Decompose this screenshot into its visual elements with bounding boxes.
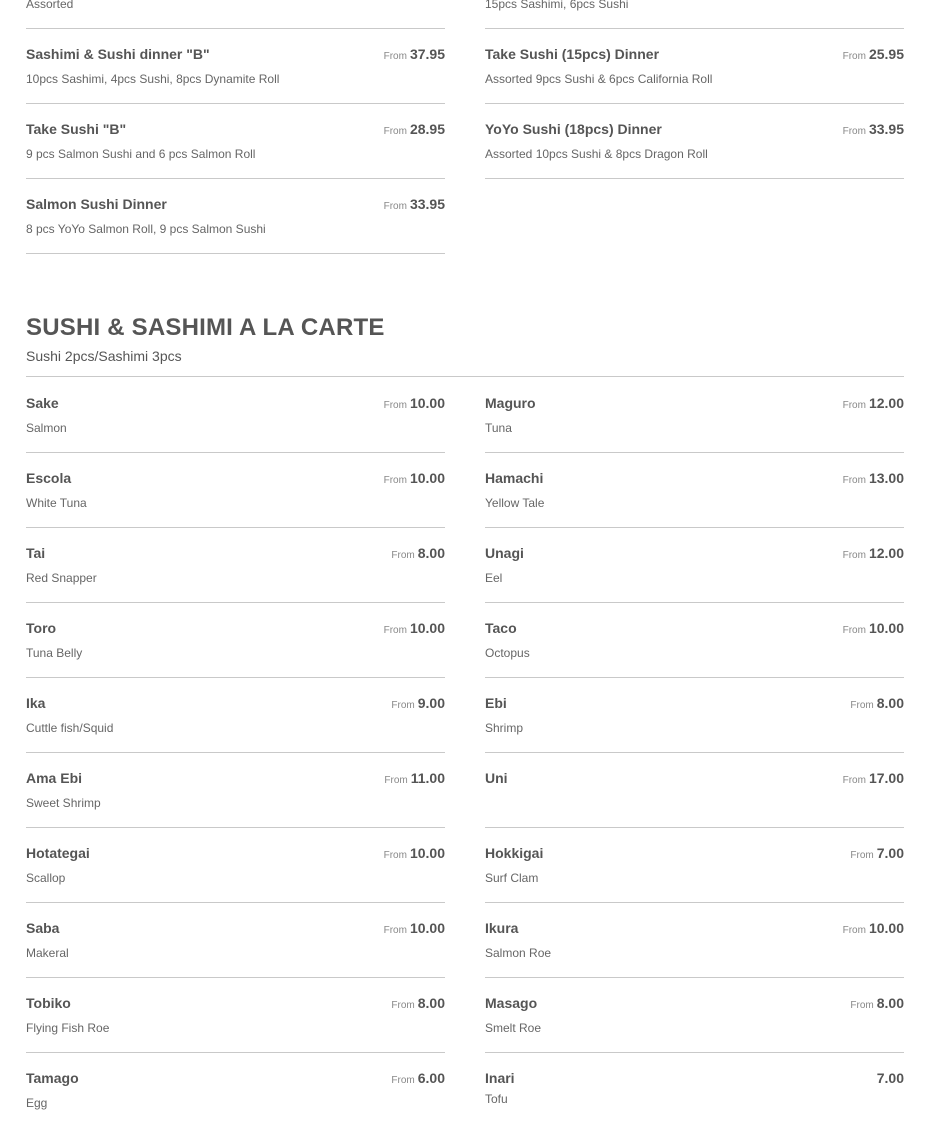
item-price xyxy=(384,196,445,212)
price-value: 10.00 xyxy=(868,920,904,936)
item-name: Saba xyxy=(26,920,60,936)
price-value: 10.00 xyxy=(409,620,445,636)
from-label: From xyxy=(850,700,874,711)
price-value: 12.00 xyxy=(868,545,904,561)
menu-item-hamachi[interactable] xyxy=(485,453,904,528)
item-description: Tofu xyxy=(485,1092,508,1106)
from-label: From xyxy=(842,51,866,62)
from-label: From xyxy=(842,126,866,137)
item-description: White Tuna xyxy=(26,496,87,510)
item-price xyxy=(843,121,904,137)
menu-item-sake[interactable] xyxy=(26,378,445,453)
section-title: SUSHI & SASHIMI A LA CARTE xyxy=(26,314,385,341)
from-label: From xyxy=(850,1000,874,1011)
item-name: Take Sushi (15pcs) Dinner xyxy=(485,46,660,62)
item-description: 10pcs Sashimi, 4pcs Sushi, 8pcs Dynamite Roll xyxy=(26,72,280,86)
item-description: Shrimp xyxy=(485,721,524,735)
item-description: Smelt Roe xyxy=(485,1021,542,1035)
price-value: 10.00 xyxy=(409,845,445,861)
menu-item-tai[interactable] xyxy=(26,528,445,603)
item-name: Hokkigai xyxy=(485,845,544,861)
item-price xyxy=(384,920,445,936)
item-name: Take Sushi "B" xyxy=(26,121,127,137)
menu-item-ama-ebi[interactable] xyxy=(26,753,445,828)
price-value: 8.00 xyxy=(876,695,904,711)
item-name: Uni xyxy=(485,770,508,786)
item-price xyxy=(384,620,445,636)
price-value: 8.00 xyxy=(417,995,445,1011)
from-label: From xyxy=(383,850,407,861)
item-price xyxy=(843,920,904,936)
item-price xyxy=(850,845,904,861)
menu-item-ikura[interactable] xyxy=(485,903,904,978)
from-label: From xyxy=(391,1000,415,1011)
item-name: Masago xyxy=(485,995,538,1011)
from-label: From xyxy=(391,700,415,711)
from-label: From xyxy=(850,850,874,861)
from-label: From xyxy=(383,925,407,936)
item-name: Ikura xyxy=(485,920,519,936)
dinner-item[interactable] xyxy=(26,0,445,29)
item-description: Scallop xyxy=(26,871,66,885)
item-description: Assorted 10pcs Sushi & 8pcs Dragon Roll xyxy=(485,147,708,161)
item-description: Egg xyxy=(26,1096,48,1110)
from-label: From xyxy=(842,400,866,411)
item-name: Maguro xyxy=(485,395,536,411)
dinner-item[interactable] xyxy=(485,0,904,29)
item-price xyxy=(384,46,445,62)
price-value: 10.00 xyxy=(409,395,445,411)
dinner-item[interactable] xyxy=(26,104,445,179)
from-label: From xyxy=(383,126,407,137)
item-description: 9 pcs Salmon Sushi and 6 pcs Salmon Roll xyxy=(26,147,256,161)
item-description: Salmon Roe xyxy=(485,946,552,960)
menu-item-inari[interactable] xyxy=(485,1053,904,1128)
price-value: 8.00 xyxy=(876,995,904,1011)
price-value: 28.95 xyxy=(409,121,445,137)
item-name: Hamachi xyxy=(485,470,544,486)
item-description: Flying Fish Roe xyxy=(26,1021,110,1035)
item-price xyxy=(843,770,904,786)
item-description: Red Snapper xyxy=(26,571,97,585)
item-price xyxy=(843,545,904,561)
item-description: Octopus xyxy=(485,646,530,660)
item-price xyxy=(384,845,445,861)
price-value: 10.00 xyxy=(409,920,445,936)
item-description: Tuna Belly xyxy=(26,646,83,660)
price-value: 37.95 xyxy=(409,46,445,62)
item-description: Cuttle fish/Squid xyxy=(26,721,114,735)
price-value: 25.95 xyxy=(868,46,904,62)
item-name: Hotategai xyxy=(26,845,90,861)
price-value: 13.00 xyxy=(868,470,904,486)
menu-item-taco[interactable] xyxy=(485,603,904,678)
dinner-item[interactable] xyxy=(485,29,904,104)
from-label: From xyxy=(842,475,866,486)
from-label: From xyxy=(842,775,866,786)
from-label: From xyxy=(383,201,407,212)
item-price xyxy=(850,995,904,1011)
menu-item-hotategai[interactable] xyxy=(26,828,445,903)
price-value: 12.00 xyxy=(868,395,904,411)
from-label: From xyxy=(383,400,407,411)
from-label: From xyxy=(391,1075,415,1086)
item-name: Escola xyxy=(26,470,72,486)
price-value: 10.00 xyxy=(868,620,904,636)
item-name: Ama Ebi xyxy=(26,770,83,786)
item-name: Unagi xyxy=(485,545,524,561)
item-name: Taco xyxy=(485,620,517,636)
section-divider xyxy=(26,376,904,377)
item-description: Surf Clam xyxy=(485,871,539,885)
item-description: Yellow Tale xyxy=(485,496,545,510)
item-description: Salmon xyxy=(26,421,67,435)
item-price xyxy=(850,695,904,711)
item-name: Sashimi & Sushi dinner "B" xyxy=(26,46,210,62)
dinner-item[interactable] xyxy=(26,179,445,254)
item-description: Eel xyxy=(485,571,503,585)
menu-item-ika[interactable] xyxy=(26,678,445,753)
price-value: 10.00 xyxy=(409,470,445,486)
dinner-item[interactable] xyxy=(485,104,904,179)
item-description: 8 pcs YoYo Salmon Roll, 9 pcs Salmon Sushi xyxy=(26,222,266,236)
item-price xyxy=(843,470,904,486)
from-label: From xyxy=(383,625,407,636)
item-price xyxy=(877,1070,904,1086)
price-value: 33.95 xyxy=(868,121,904,137)
menu-item-maguro[interactable] xyxy=(485,378,904,453)
menu-item-escola[interactable] xyxy=(26,453,445,528)
price-value: 7.00 xyxy=(876,845,904,861)
menu-item-tobiko[interactable] xyxy=(26,978,445,1053)
menu-item-hokkigai[interactable] xyxy=(485,828,904,903)
from-label: From xyxy=(383,475,407,486)
item-name: Salmon Sushi Dinner xyxy=(26,196,167,212)
from-label: From xyxy=(842,625,866,636)
item-name: Tobiko xyxy=(26,995,71,1011)
from-label: From xyxy=(383,51,407,62)
menu-item-toro[interactable] xyxy=(26,603,445,678)
price-value: 17.00 xyxy=(868,770,904,786)
dinner-item[interactable] xyxy=(26,29,445,104)
item-name: Toro xyxy=(26,620,57,636)
item-price xyxy=(391,995,445,1011)
from-label: From xyxy=(384,775,408,786)
item-price xyxy=(391,545,445,561)
price-value: 11.00 xyxy=(410,770,445,786)
menu-item-saba[interactable] xyxy=(26,903,445,978)
from-label: From xyxy=(842,925,866,936)
item-name: Tai xyxy=(26,545,46,561)
item-description: Makeral xyxy=(26,946,69,960)
item-description: Sweet Shrimp xyxy=(26,796,101,810)
from-label: From xyxy=(391,550,415,561)
item-description: Assorted xyxy=(26,0,74,11)
price-value: 8.00 xyxy=(417,545,445,561)
item-description: Assorted 9pcs Sushi & 6pcs California Roll xyxy=(485,72,713,86)
item-name: Tamago xyxy=(26,1070,79,1086)
item-price xyxy=(843,46,904,62)
item-name: Ebi xyxy=(485,695,507,711)
menu-item-uni[interactable] xyxy=(485,753,904,828)
menu-item-ebi[interactable] xyxy=(485,678,904,753)
menu-item-unagi[interactable] xyxy=(485,528,904,603)
item-name: Ika xyxy=(26,695,46,711)
menu-item-masago[interactable] xyxy=(485,978,904,1053)
from-label: From xyxy=(842,550,866,561)
item-description: 15pcs Sashimi, 6pcs Sushi xyxy=(485,0,629,11)
item-price xyxy=(843,620,904,636)
item-price xyxy=(384,121,445,137)
item-description: Tuna xyxy=(485,421,512,435)
item-price xyxy=(384,470,445,486)
item-name: Sake xyxy=(26,395,59,411)
section-subtitle: Sushi 2pcs/Sashimi 3pcs xyxy=(26,348,182,364)
price-value: 9.00 xyxy=(417,695,445,711)
item-name: Inari xyxy=(485,1070,515,1086)
item-name: YoYo Sushi (18pcs) Dinner xyxy=(485,121,662,137)
price-value: 6.00 xyxy=(417,1070,445,1086)
item-price xyxy=(843,395,904,411)
price-value: 33.95 xyxy=(409,196,445,212)
item-price xyxy=(391,1070,445,1086)
price-value: 7.00 xyxy=(876,1070,904,1086)
item-price xyxy=(384,395,445,411)
item-price xyxy=(391,695,445,711)
menu-item-tamago[interactable] xyxy=(26,1053,445,1128)
item-price xyxy=(384,770,445,786)
